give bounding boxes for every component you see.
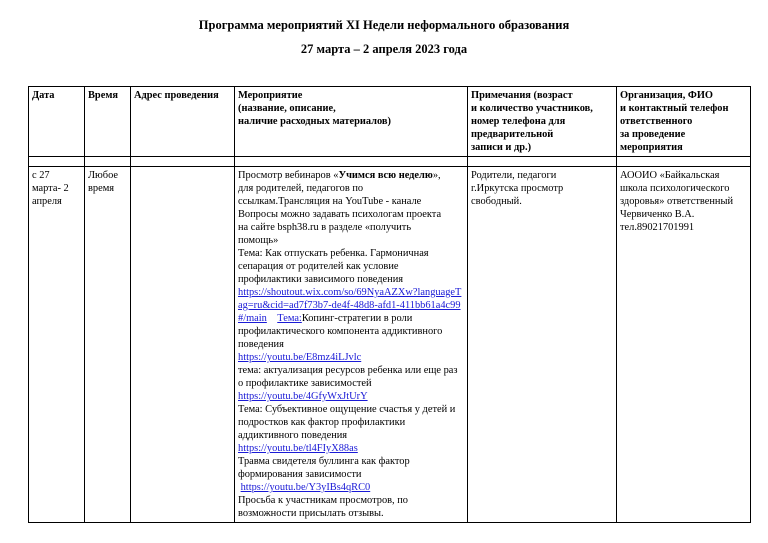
header-org-line: мероприятия xyxy=(620,142,683,153)
event-topic-4: Тема: Субъективное ощущение счастья у детей и подростков как фактор профилактики аддиктивного поведения xyxy=(238,404,456,441)
header-event-line: Мероприятие xyxy=(238,90,303,101)
document-title: Программа мероприятий XI Недели неформального образования xyxy=(198,18,570,32)
event-line: Тема: Как отпускать ребенка. Гармоничная xyxy=(238,248,429,259)
webinar-link-3[interactable]: https://youtu.be/4GfyWxJtUrY xyxy=(238,391,368,402)
org-line: тел.89021701991 xyxy=(620,222,695,233)
cell-event xyxy=(235,167,468,523)
org-line: АООИО «Байкальская xyxy=(620,170,720,181)
event-line: сепарация от родителей как условие xyxy=(238,261,399,272)
header-place: Адрес проведения xyxy=(131,87,235,157)
header-event-line: наличие расходных материалов) xyxy=(238,116,391,127)
cell-place xyxy=(131,167,235,523)
event-topic-3: тема: актуализация ресурсов ребенка или еще раз о профилактике зависимостей xyxy=(238,365,458,389)
events-table xyxy=(28,86,751,523)
spacer-cell xyxy=(468,157,617,167)
event-line: профилактики зависимого поведения xyxy=(238,274,404,285)
spacer-cell xyxy=(29,157,85,167)
cell-org xyxy=(617,167,751,523)
spacer-cell xyxy=(617,157,751,167)
document-dates: 27 марта – 2 апреля 2023 года xyxy=(300,42,468,56)
header-event-line: (название, описание, xyxy=(238,103,336,114)
topic-link-label[interactable]: Тема: xyxy=(277,313,302,324)
notes-line: Родители, педагоги xyxy=(471,170,557,181)
header-date: Дата xyxy=(29,87,85,157)
event-intro-suffix: », xyxy=(432,170,441,181)
notes-line: свободный. xyxy=(471,196,522,207)
org-line: Червиченко В.А. xyxy=(620,209,695,220)
spacer-cell xyxy=(131,157,235,167)
header-org xyxy=(617,87,751,157)
event-topic-2: Копинг-стратегии в роли профилактического компонента аддиктивного поведения xyxy=(238,313,443,350)
header-notes-line: Примечания (возраст xyxy=(471,90,573,101)
header-org-line: ответственного xyxy=(620,116,693,127)
spacer-cell xyxy=(85,157,131,167)
header-notes-line: предварительной xyxy=(471,129,554,140)
header-org-line: за проведение xyxy=(620,129,686,140)
header-notes-line: номер телефона для xyxy=(471,116,566,127)
header-notes xyxy=(468,87,617,157)
org-line: здоровья» ответственный xyxy=(620,196,734,207)
org-line: школа психологического xyxy=(620,183,730,194)
event-intro xyxy=(238,169,464,182)
table-row xyxy=(29,167,751,523)
cell-date xyxy=(29,167,85,523)
time-line: время xyxy=(88,183,115,194)
webinar-link-4[interactable]: https://youtu.be/tl4FIyX88as xyxy=(238,443,358,454)
header-org-line: Организация, ФИО xyxy=(620,90,713,101)
webinar-link-2[interactable]: https://youtu.be/E8mz4iLJvlc xyxy=(238,352,362,363)
header-event xyxy=(235,87,468,157)
header-time: Время xyxy=(85,87,131,157)
event-line: для родителей, педагогов по xyxy=(238,183,364,194)
event-line: ссылкам.Трансляция на YouTube - канале xyxy=(238,196,422,207)
table-header-row xyxy=(29,87,751,157)
event-line: помощь» xyxy=(238,235,279,246)
notes-line: г.Иркутска просмотр xyxy=(471,183,564,194)
event-line: на сайте bsph38.ru в разделе «получить xyxy=(238,222,412,233)
time-line: Любое xyxy=(88,170,119,181)
table-spacer-row xyxy=(29,157,751,167)
event-closing: Просьба к участникам просмотров, по возможности присылать отзывы. xyxy=(238,495,408,519)
date-line: с 27 xyxy=(32,170,50,181)
cell-time xyxy=(85,167,131,523)
header-org-line: и контактный телефон xyxy=(620,103,729,114)
header-notes-line: и количество участников, xyxy=(471,103,593,114)
event-topic-5: Травма свидетеля буллинга как фактор формирования зависимости xyxy=(238,456,410,480)
webinar-link-5[interactable]: https://youtu.be/Y3yIBs4qRC0 xyxy=(240,482,371,493)
event-series-name: Учимся всю неделю xyxy=(338,170,433,181)
date-line: марта- 2 xyxy=(32,183,69,194)
event-intro-prefix: Просмотр вебинаров « xyxy=(238,170,339,181)
cell-notes xyxy=(468,167,617,523)
webinar-link-1[interactable]: https://shoutout.wix.com/so/69NyaAZXw?languageTag=ru&cid=ad7f73b7-de4f-48d8-afd1-411bb61a4c99#/main xyxy=(238,287,462,324)
header-notes-line: записи и др.) xyxy=(471,142,532,153)
spacer-cell xyxy=(235,157,468,167)
date-line: апреля xyxy=(32,196,62,207)
event-line: Вопросы можно задавать психологам проекта xyxy=(238,209,442,220)
